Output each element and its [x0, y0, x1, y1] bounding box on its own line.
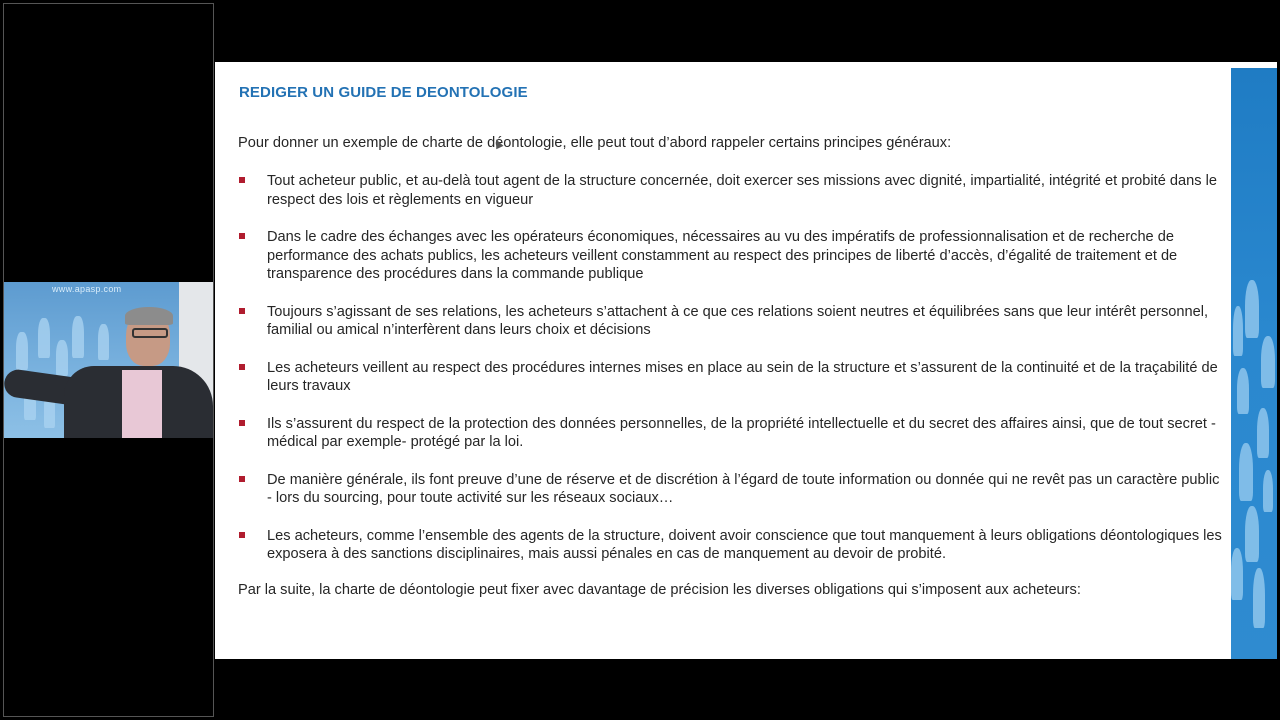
person-silhouette-icon — [38, 318, 50, 358]
person-silhouette-icon — [1239, 443, 1253, 501]
person-silhouette-icon — [1253, 568, 1265, 628]
webcam-video — [4, 282, 213, 438]
person-silhouette-icon — [56, 340, 68, 376]
square-bullet-icon — [239, 420, 245, 426]
bullet-text: Ils s’assurent du respect de la protection des données personnelles, de la propriété intellectuelle et du secret des affaires ainsi, que de tout secret - médical par exemple- protégé par la loi. — [267, 415, 1216, 450]
person-silhouette-icon — [1245, 280, 1259, 338]
bullet-text: Les acheteurs, comme l’ensemble des agents de la structure, doivent avoir conscience que tout manquement à leurs obligations déontologiques les exposera à des sanctions disciplinaires, mais aussi pénales en cas de manquement au devoir de probité. — [267, 527, 1222, 562]
person-silhouette-icon — [16, 332, 28, 370]
bullet-item — [238, 359, 1228, 396]
bullet-list — [238, 172, 1228, 583]
bullet-item — [238, 172, 1228, 209]
person-silhouette-icon — [1245, 506, 1259, 562]
person-silhouette-icon — [1231, 548, 1243, 600]
bullet-item — [238, 303, 1228, 340]
square-bullet-icon — [239, 476, 245, 482]
bullet-text: De manière générale, ils font preuve d’une de réserve et de discrétion à l’égard de toute information ou donnée qui ne revêt pas un caractère public - lors du sourcing, pour toute activité sur les réseaux sociaux… — [267, 471, 1220, 506]
bullet-item — [238, 415, 1228, 452]
square-bullet-icon — [239, 532, 245, 538]
person-silhouette-icon — [1233, 306, 1243, 356]
glasses-icon — [132, 328, 168, 338]
square-bullet-icon — [239, 308, 245, 314]
bullet-text: Les acheteurs veillent au respect des procédures internes mises en place au sein de la structure et s’assurent de la continuité et de la traçabilité de leurs travaux — [267, 359, 1218, 394]
presenter-shirt — [122, 370, 162, 438]
bullet-text: Tout acheteur public, et au-delà tout agent de la structure concernée, doit exercer ses missions avec dignité, impartialité, intégrité et probité dans le respect des lois et règlements en vigueur — [267, 173, 1217, 208]
person-silhouette-icon — [98, 324, 109, 360]
person-silhouette-icon — [1257, 408, 1269, 458]
bullet-text: Dans le cadre des échanges avec les opérateurs économiques, nécessaires au vu des impératifs de professionnalisation et de recherche de performance des achats publics, les acheteurs veillent constamment au respect des principes de liberté d’accès, d’égalité de traitement et de transparence des procédures dans la commande publique — [267, 229, 1178, 282]
presentation-slide — [215, 62, 1277, 659]
slide-intro-text: Pour donner un exemple de charte de déontologie, elle peut tout d’abord rappeler certains principes généraux: — [238, 135, 952, 151]
square-bullet-icon — [239, 233, 245, 239]
person-silhouette-icon — [1237, 368, 1249, 414]
slide-title: REDIGER UN GUIDE DE DEONTOLOGIE — [239, 84, 528, 101]
bullet-text: Toujours s’agissant de ses relations, les acheteurs s’attachent à ce que ces relations soient neutres et équilibrées sans que leur intérêt personnel, familial ou amical n’interfèrent dans leurs choix et décisions — [267, 303, 1209, 338]
bullet-item — [238, 228, 1228, 284]
person-silhouette-icon — [1263, 470, 1273, 512]
slide-outro-text: Par la suite, la charte de déontologie peut fixer avec davantage de précision les diverses obligations qui s’imposent aux acheteurs: — [238, 582, 1081, 598]
square-bullet-icon — [239, 177, 245, 183]
banner-url: www.apasp.com — [52, 284, 122, 294]
person-silhouette-icon — [72, 316, 84, 358]
square-bullet-icon — [239, 364, 245, 370]
bullet-item — [238, 527, 1228, 564]
slide-decorative-sidebar — [1231, 68, 1277, 659]
presenter-hair — [125, 307, 173, 325]
bullet-item — [238, 471, 1228, 508]
person-silhouette-icon — [1261, 336, 1275, 388]
